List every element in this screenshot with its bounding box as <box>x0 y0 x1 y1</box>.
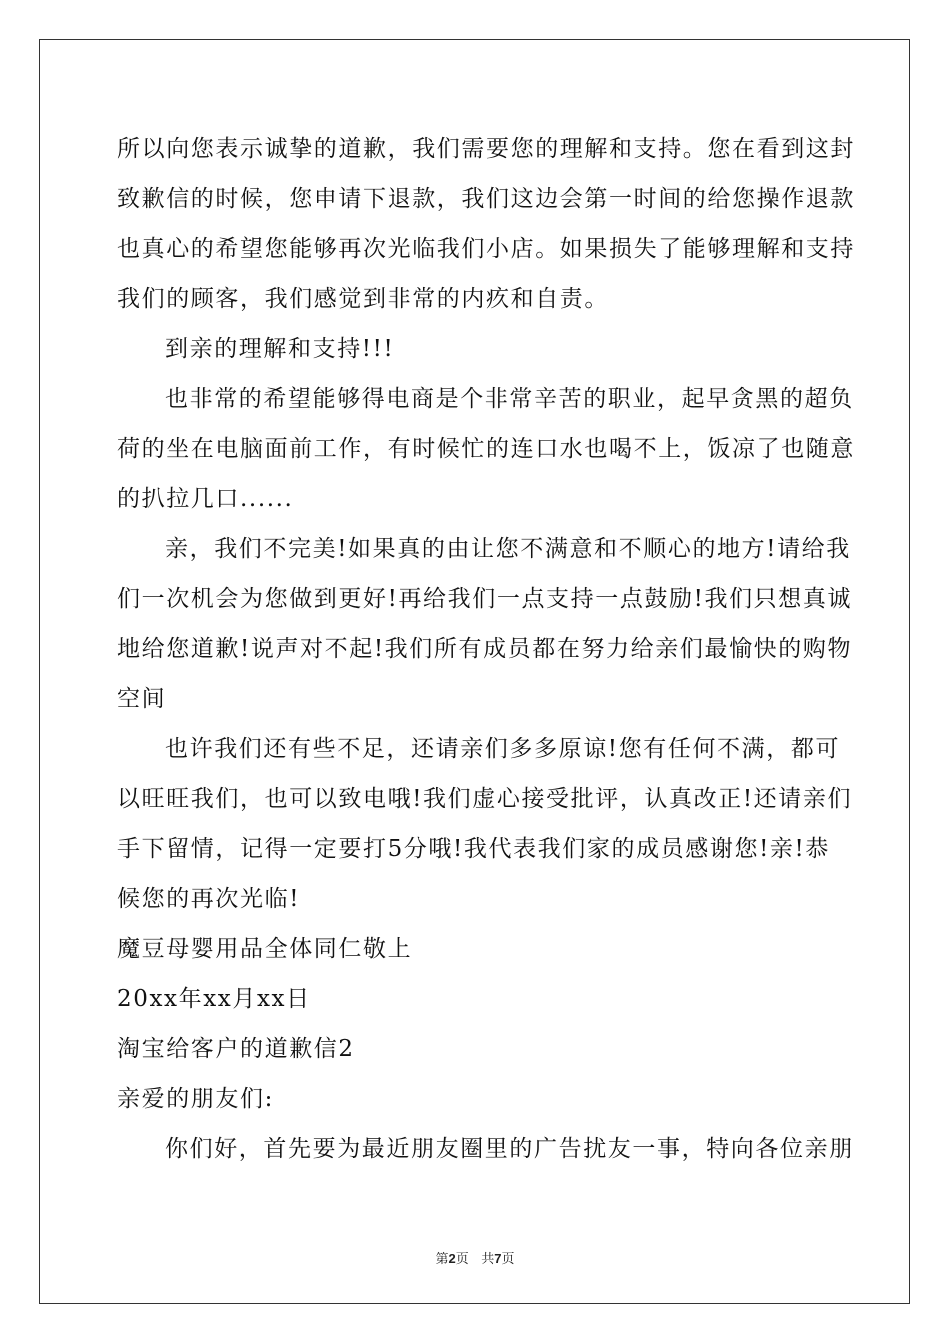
body-line: 空间 <box>117 686 167 712</box>
body-line: 也许我们还有些不足，还请亲们多多原谅!您有任何不满，都可 <box>165 736 841 762</box>
page-number: 2 <box>448 1251 456 1266</box>
body-line: 的扒拉几口...... <box>117 486 294 512</box>
body-line: 到亲的理解和支持!!! <box>165 336 395 362</box>
body-line: 们一次机会为您做到更好!再给我们一点支持一点鼓励!我们只想真诚 <box>117 586 853 612</box>
body-line: 荷的坐在电脑面前工作，有时候忙的连口水也喝不上，饭凉了也随意 <box>117 436 855 462</box>
section-title: 淘宝给客户的道歉信2 <box>117 1036 355 1062</box>
body-line: 所以向您表示诚挚的道歉，我们需要您的理解和支持。您在看到这封 <box>117 136 855 162</box>
body-line: 候您的再次光临! <box>117 886 301 912</box>
body-line: 手下留情，记得一定要打5分哦!我代表我们家的成员感谢您!亲!恭 <box>117 836 830 862</box>
body-line: 也真心的希望您能够再次光临我们小店。如果损失了能够理解和支持 <box>117 236 855 262</box>
body-line: 亲，我们不完美!如果真的由让您不满意和不顺心的地方!请给我 <box>165 536 851 562</box>
body-line: 致歉信的时候，您申请下退款，我们这边会第一时间的给您操作退款 <box>117 186 855 212</box>
body-line: 以旺旺我们，也可以致电哦!我们虚心接受批评，认真改正!还请亲们 <box>117 786 853 812</box>
body-line: 地给您道歉!说声对不起!我们所有成员都在努力给亲们最愉快的购物 <box>117 636 853 662</box>
date-line: 20xx年xx月xx日 <box>117 986 311 1012</box>
page-suffix: 页 <box>455 1252 469 1267</box>
total-pages: 7 <box>494 1251 502 1266</box>
page-footer <box>0 1248 950 1267</box>
salutation: 亲爱的朋友们: <box>117 1086 274 1112</box>
body-line: 也非常的希望能够得电商是个非常辛苦的职业，起早贪黑的超负 <box>165 386 854 412</box>
page-prefix: 第 <box>435 1252 449 1267</box>
body-line: 我们的顾客，我们感觉到非常的内疚和自责。 <box>117 286 609 312</box>
signature-line: 魔豆母婴用品全体同仁敬上 <box>117 936 413 962</box>
total-suffix: 页 <box>501 1252 515 1267</box>
document-body <box>117 124 855 1174</box>
total-prefix: 共 <box>481 1252 495 1267</box>
body-line: 你们好，首先要为最近朋友圈里的广告扰友一事，特向各位亲朋 <box>165 1136 854 1162</box>
